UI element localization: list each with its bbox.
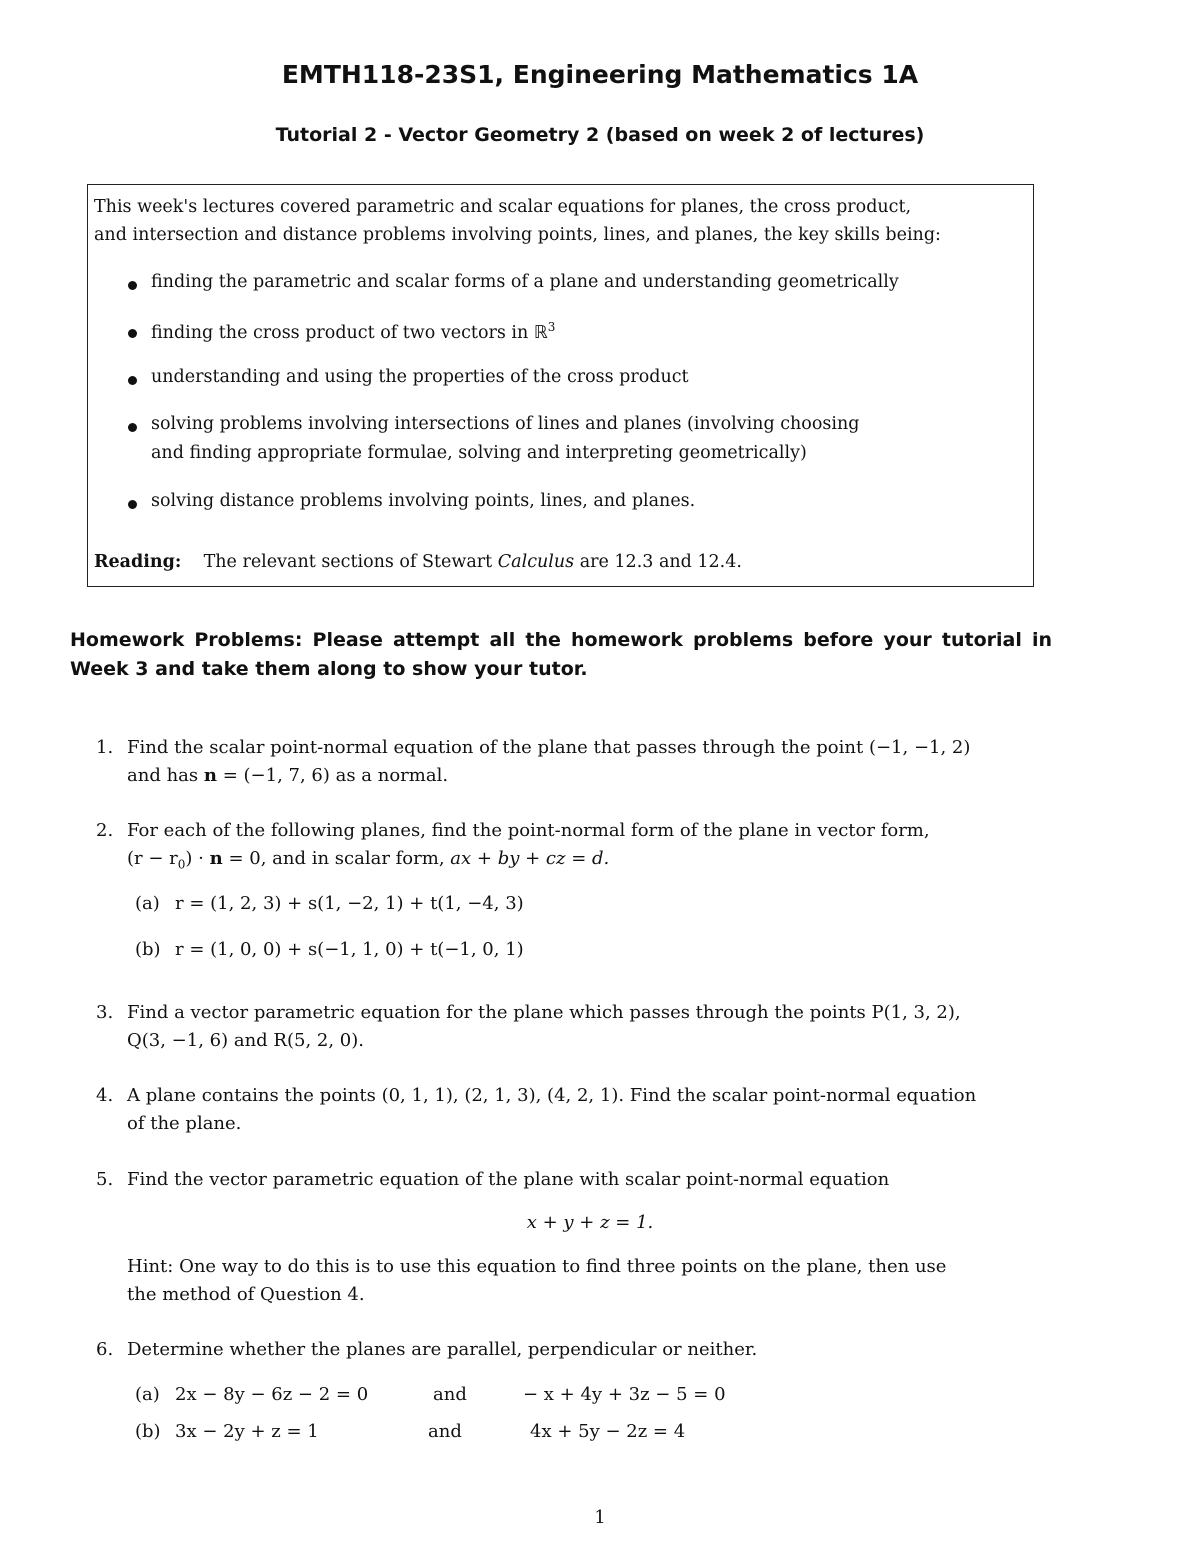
question-2-text-cont: $(r - r_0) \cdot n = 0$, and in scalar form, ax + by + cz = d. — [127, 848, 610, 872]
bullet-item: finding the parametric and scalar forms of a plane and understanding geometrically — [151, 272, 899, 292]
reading-book: Calculus — [497, 552, 575, 572]
summary-box — [87, 184, 1034, 587]
question-6-text: Determine whether the planes are parallel, perpendicular or neither. — [127, 1339, 758, 1360]
bullet-icon — [128, 500, 137, 509]
bullet-item-continued: and finding appropriate formulae, solving and interpreting geometrically) — [151, 443, 807, 463]
question-number: 4. — [96, 1085, 114, 1106]
subpart-label: (a) — [135, 1384, 160, 1405]
subpart-label: (b) — [135, 939, 161, 960]
page-number: 1 — [594, 1507, 606, 1528]
conjunction: and — [433, 1384, 467, 1405]
question-number: 3. — [96, 1002, 114, 1023]
bullet-icon — [128, 281, 137, 290]
reading-label: Reading: — [94, 552, 182, 572]
question-6b-plane-2: 4x + 5y − 2z = 4 — [530, 1421, 686, 1442]
subpart-label: (b) — [135, 1421, 161, 1442]
question-2a-equation: r = (1, 2, 3) + s(1, −2, 1) + t(1, −4, 3) — [175, 893, 524, 914]
question-5-hint-cont: the method of Question 4. — [127, 1284, 365, 1305]
question-4-text: A plane contains the points (0, 1, 1), (2, 1, 3), (4, 2, 1). Find the scalar point-normal equation — [127, 1085, 977, 1106]
question-3-text: Find a vector parametric equation for the plane which passes through the points P(1, 3, 2), — [127, 1002, 961, 1023]
conjunction: and — [428, 1421, 462, 1442]
page-subtitle: Tutorial 2 - Vector Geometry 2 (based on week 2 of lectures) — [275, 124, 925, 146]
question-6b-plane-1: 3x − 2y + z = 1 — [175, 1421, 319, 1442]
subpart-label: (a) — [135, 893, 160, 914]
summary-intro-line-2: and intersection and distance problems involving points, lines, and planes, the key skills being: — [94, 225, 941, 245]
question-5-hint: Hint: One way to do this is to use this equation to find three points on the plane, then use — [127, 1256, 947, 1277]
bullet-item: understanding and using the properties of the cross product — [151, 367, 689, 387]
question-5-equation: x + y + z = 1. — [526, 1212, 654, 1233]
bullet-icon — [128, 423, 137, 432]
bullet-item: solving distance problems involving points, lines, and planes. — [151, 491, 696, 511]
question-number: 5. — [96, 1169, 114, 1190]
question-1-text: Find the scalar point-normal equation of the plane that passes through the point (−1, −1, 2) — [127, 737, 971, 758]
question-1-text-cont: and has n = (−1, 7, 6) as a normal. — [127, 765, 449, 786]
question-5-text: Find the vector parametric equation of the plane with scalar point-normal equation — [127, 1169, 890, 1190]
question-2-text: For each of the following planes, find the point-normal form of the plane in vector form, — [127, 820, 930, 841]
question-2b-equation: r = (1, 0, 0) + s(−1, 1, 0) + t(−1, 0, 1) — [175, 939, 524, 960]
bullet-item: solving problems involving intersections of lines and planes (involving choosing — [151, 414, 860, 434]
question-6a-plane-2: − x + 4y + 3z − 5 = 0 — [523, 1384, 726, 1405]
question-4-text-cont: of the plane. — [127, 1113, 242, 1134]
question-number: 2. — [96, 820, 114, 841]
bullet-icon — [128, 376, 137, 385]
question-number: 6. — [96, 1339, 114, 1360]
question-6a-plane-1: 2x − 8y − 6z − 2 = 0 — [175, 1384, 369, 1405]
summary-intro-line-1: This week's lectures covered parametric and scalar equations for planes, the cross product, — [94, 197, 912, 217]
reading-line: Reading: The relevant sections of Stewart Calculus are 12.3 and 12.4. — [94, 552, 742, 572]
bullet-icon — [128, 329, 137, 338]
page-title: EMTH118-23S1, Engineering Mathematics 1A — [281, 60, 919, 89]
bullet-item: finding the cross product of two vectors in ℝ$^3$ — [151, 320, 556, 343]
question-number: 1. — [96, 737, 114, 758]
question-3-text-cont: Q(3, −1, 6) and R(5, 2, 0). — [127, 1030, 364, 1051]
homework-heading: Homework Problems: Please attempt all the homework problems before your tutorial in Week 3 and take them along to show your tutor. — [70, 629, 1052, 680]
